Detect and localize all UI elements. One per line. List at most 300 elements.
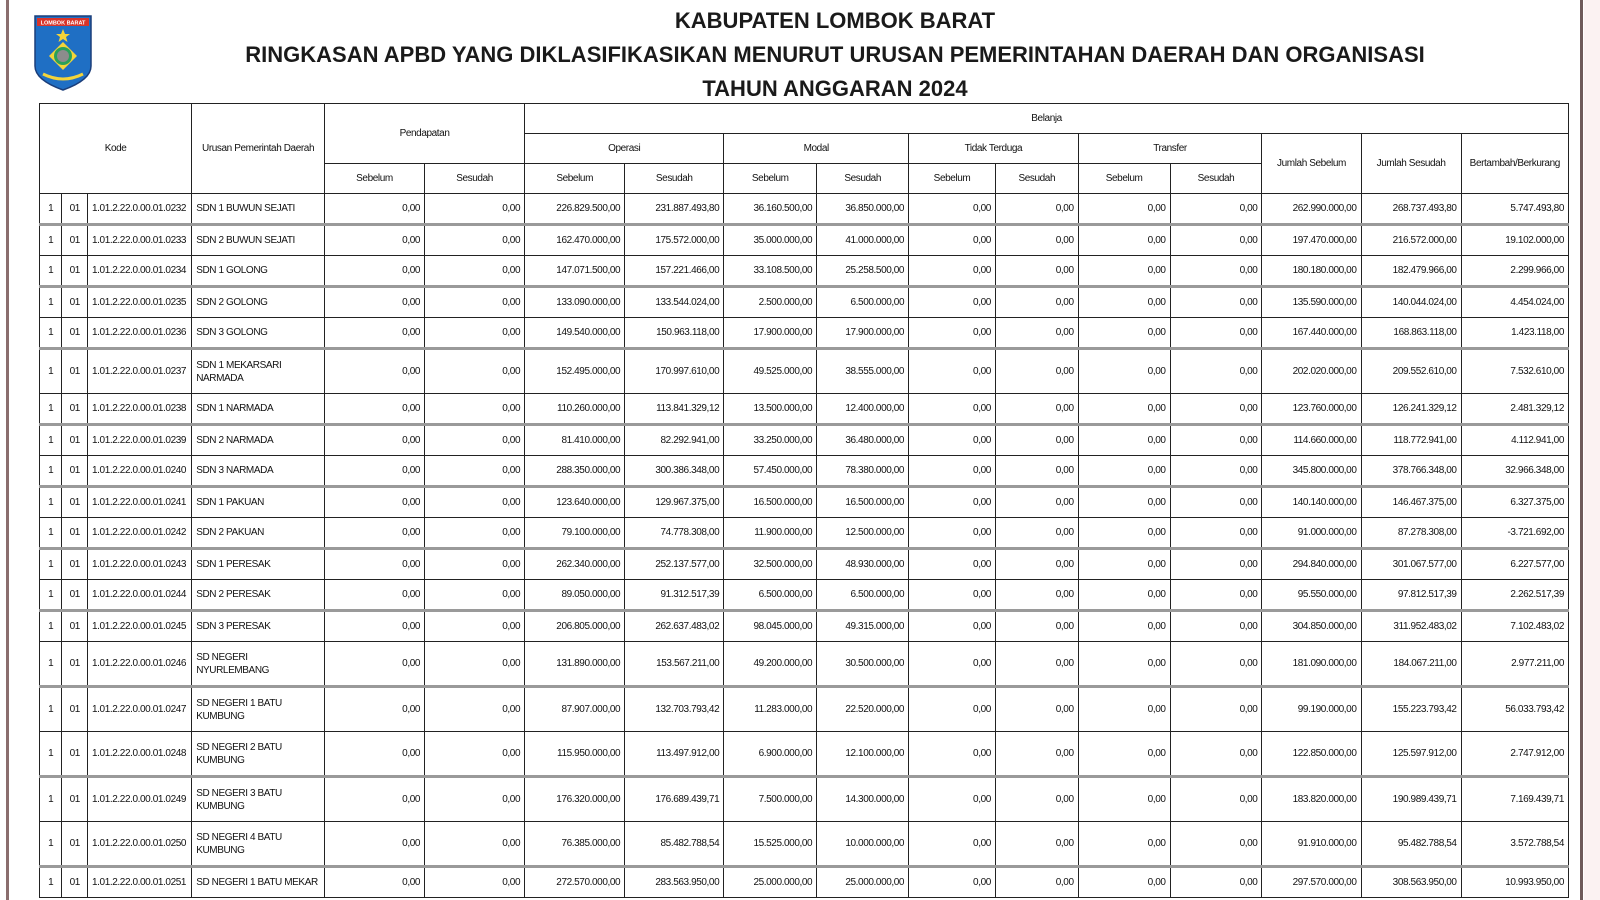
cell-urusan-name: SD NEGERI 1 BATU MEKAR	[192, 867, 325, 898]
cell-jumlah-sesudah: 118.772.941,00	[1361, 425, 1461, 456]
cell-transfer-sebelum: 0,00	[1078, 194, 1170, 225]
cell-modal-sesudah: 48.930.000,00	[817, 549, 909, 580]
table-row	[40, 732, 1569, 777]
cell-operasi-sesudah: 113.841.329,12	[625, 394, 724, 425]
cell-kode-level-2: 01	[62, 425, 88, 456]
cell-kode-rekening: 1.01.2.22.0.00.01.0243	[88, 549, 192, 580]
header-urusan: Urusan Pemerintah Daerah	[192, 104, 325, 194]
cell-jumlah-sebelum: 262.990.000,00	[1262, 194, 1361, 225]
cell-tidak-terduga-sebelum: 0,00	[909, 777, 996, 822]
cell-pendapatan-sebelum: 0,00	[324, 456, 424, 487]
cell-tidak-terduga-sesudah: 0,00	[995, 225, 1078, 256]
cell-kode-rekening: 1.01.2.22.0.00.01.0246	[88, 642, 192, 687]
cell-transfer-sesudah: 0,00	[1170, 822, 1262, 867]
cell-jumlah-sesudah: 146.467.375,00	[1361, 487, 1461, 518]
cell-urusan-name: SD NEGERI 3 BATU KUMBUNG	[192, 777, 325, 822]
cell-operasi-sebelum: 162.470.000,00	[525, 225, 625, 256]
cell-bertambah-berkurang: -3.721.692,00	[1461, 518, 1568, 549]
cell-kode-level-1: 1	[40, 687, 62, 732]
cell-operasi-sesudah: 175.572.000,00	[625, 225, 724, 256]
cell-bertambah-berkurang: 5.747.493,80	[1461, 194, 1568, 225]
header-kode: Kode	[40, 104, 192, 194]
cell-kode-level-2: 01	[62, 732, 88, 777]
cell-modal-sesudah: 16.500.000,00	[817, 487, 909, 518]
header-operasi: Operasi	[525, 134, 724, 164]
cell-transfer-sebelum: 0,00	[1078, 287, 1170, 318]
header-pendapatan: Pendapatan	[324, 104, 524, 164]
cell-tidak-terduga-sesudah: 0,00	[995, 611, 1078, 642]
cell-pendapatan-sesudah: 0,00	[425, 611, 525, 642]
table-row	[40, 642, 1569, 687]
cell-modal-sesudah: 78.380.000,00	[817, 456, 909, 487]
table-row	[40, 287, 1569, 318]
header-operasi-sebelum: Sebelum	[525, 164, 625, 194]
table-row	[40, 822, 1569, 867]
cell-kode-level-2: 01	[62, 822, 88, 867]
cell-tidak-terduga-sebelum: 0,00	[909, 822, 996, 867]
cell-tidak-terduga-sebelum: 0,00	[909, 732, 996, 777]
cell-operasi-sesudah: 129.967.375,00	[625, 487, 724, 518]
cell-operasi-sebelum: 79.100.000,00	[525, 518, 625, 549]
cell-kode-rekening: 1.01.2.22.0.00.01.0248	[88, 732, 192, 777]
cell-bertambah-berkurang: 32.966.348,00	[1461, 456, 1568, 487]
header-modal-sesudah: Sesudah	[817, 164, 909, 194]
table-row	[40, 518, 1569, 549]
cell-jumlah-sebelum: 114.660.000,00	[1262, 425, 1361, 456]
cell-kode-rekening: 1.01.2.22.0.00.01.0234	[88, 256, 192, 287]
cell-operasi-sebelum: 131.890.000,00	[525, 642, 625, 687]
cell-tidak-terduga-sebelum: 0,00	[909, 687, 996, 732]
cell-bertambah-berkurang: 56.033.793,42	[1461, 687, 1568, 732]
cell-pendapatan-sebelum: 0,00	[324, 349, 424, 394]
header-bertambah-berkurang: Bertambah/Berkurang	[1461, 134, 1568, 194]
cell-tidak-terduga-sesudah: 0,00	[995, 256, 1078, 287]
cell-jumlah-sesudah: 168.863.118,00	[1361, 318, 1461, 349]
cell-pendapatan-sesudah: 0,00	[425, 549, 525, 580]
cell-modal-sebelum: 15.525.000,00	[724, 822, 817, 867]
cell-tidak-terduga-sebelum: 0,00	[909, 318, 996, 349]
cell-transfer-sebelum: 0,00	[1078, 349, 1170, 394]
header-transfer-sesudah: Sesudah	[1170, 164, 1262, 194]
cell-kode-level-1: 1	[40, 549, 62, 580]
cell-tidak-terduga-sesudah: 0,00	[995, 687, 1078, 732]
cell-tidak-terduga-sebelum: 0,00	[909, 580, 996, 611]
cell-tidak-terduga-sesudah: 0,00	[995, 394, 1078, 425]
cell-modal-sesudah: 12.400.000,00	[817, 394, 909, 425]
cell-pendapatan-sebelum: 0,00	[324, 777, 424, 822]
cell-jumlah-sebelum: 99.190.000,00	[1262, 687, 1361, 732]
cell-transfer-sebelum: 0,00	[1078, 580, 1170, 611]
cell-kode-level-1: 1	[40, 822, 62, 867]
cell-urusan-name: SDN 1 MEKARSARI NARMADA	[192, 349, 325, 394]
cell-bertambah-berkurang: 7.102.483,02	[1461, 611, 1568, 642]
lombok-barat-logo	[33, 14, 93, 92]
cell-modal-sebelum: 17.900.000,00	[724, 318, 817, 349]
cell-operasi-sebelum: 152.495.000,00	[525, 349, 625, 394]
cell-transfer-sesudah: 0,00	[1170, 287, 1262, 318]
cell-jumlah-sebelum: 91.000.000,00	[1262, 518, 1361, 549]
cell-pendapatan-sesudah: 0,00	[425, 456, 525, 487]
cell-pendapatan-sebelum: 0,00	[324, 487, 424, 518]
cell-bertambah-berkurang: 10.993.950,00	[1461, 867, 1568, 898]
cell-kode-level-2: 01	[62, 456, 88, 487]
cell-operasi-sebelum: 123.640.000,00	[525, 487, 625, 518]
cell-tidak-terduga-sebelum: 0,00	[909, 867, 996, 898]
table-body	[40, 194, 1569, 898]
cell-jumlah-sebelum: 91.910.000,00	[1262, 822, 1361, 867]
cell-kode-level-1: 1	[40, 194, 62, 225]
cell-kode-level-1: 1	[40, 867, 62, 898]
cell-operasi-sesudah: 153.567.211,00	[625, 642, 724, 687]
cell-transfer-sesudah: 0,00	[1170, 642, 1262, 687]
cell-transfer-sebelum: 0,00	[1078, 822, 1170, 867]
cell-operasi-sesudah: 133.544.024,00	[625, 287, 724, 318]
cell-operasi-sesudah: 74.778.308,00	[625, 518, 724, 549]
cell-transfer-sebelum: 0,00	[1078, 777, 1170, 822]
cell-kode-rekening: 1.01.2.22.0.00.01.0237	[88, 349, 192, 394]
header-modal-sebelum: Sebelum	[724, 164, 817, 194]
crest-icon	[33, 14, 93, 92]
cell-kode-level-1: 1	[40, 580, 62, 611]
cell-pendapatan-sesudah: 0,00	[425, 425, 525, 456]
cell-transfer-sesudah: 0,00	[1170, 256, 1262, 287]
cell-pendapatan-sesudah: 0,00	[425, 822, 525, 867]
cell-pendapatan-sebelum: 0,00	[324, 732, 424, 777]
cell-modal-sesudah: 41.000.000,00	[817, 225, 909, 256]
cell-jumlah-sebelum: 202.020.000,00	[1262, 349, 1361, 394]
cell-tidak-terduga-sebelum: 0,00	[909, 518, 996, 549]
cell-urusan-name: SDN 2 GOLONG	[192, 287, 325, 318]
cell-tidak-terduga-sebelum: 0,00	[909, 487, 996, 518]
cell-modal-sebelum: 2.500.000,00	[724, 287, 817, 318]
cell-kode-level-1: 1	[40, 732, 62, 777]
cell-kode-level-2: 01	[62, 777, 88, 822]
cell-kode-level-2: 01	[62, 518, 88, 549]
cell-transfer-sesudah: 0,00	[1170, 580, 1262, 611]
cell-kode-level-1: 1	[40, 425, 62, 456]
cell-kode-level-1: 1	[40, 318, 62, 349]
cell-transfer-sesudah: 0,00	[1170, 732, 1262, 777]
cell-pendapatan-sesudah: 0,00	[425, 287, 525, 318]
header-pendapatan-sesudah: Sesudah	[425, 164, 525, 194]
cell-pendapatan-sebelum: 0,00	[324, 687, 424, 732]
cell-jumlah-sesudah: 125.597.912,00	[1361, 732, 1461, 777]
cell-tidak-terduga-sebelum: 0,00	[909, 425, 996, 456]
cell-bertambah-berkurang: 2.747.912,00	[1461, 732, 1568, 777]
cell-pendapatan-sesudah: 0,00	[425, 349, 525, 394]
cell-urusan-name: SDN 2 BUWUN SEJATI	[192, 225, 325, 256]
title-year: TAHUN ANGGARAN 2024	[702, 76, 968, 101]
header-transfer-sebelum: Sebelum	[1078, 164, 1170, 194]
cell-modal-sesudah: 22.520.000,00	[817, 687, 909, 732]
cell-modal-sesudah: 25.258.500,00	[817, 256, 909, 287]
cell-tidak-terduga-sesudah: 0,00	[995, 580, 1078, 611]
cell-pendapatan-sesudah: 0,00	[425, 867, 525, 898]
cell-urusan-name: SD NEGERI 1 BATU KUMBUNG	[192, 687, 325, 732]
cell-kode-rekening: 1.01.2.22.0.00.01.0235	[88, 287, 192, 318]
report-title	[120, 4, 1550, 106]
cell-modal-sesudah: 36.850.000,00	[817, 194, 909, 225]
cell-kode-rekening: 1.01.2.22.0.00.01.0241	[88, 487, 192, 518]
cell-tidak-terduga-sebelum: 0,00	[909, 549, 996, 580]
cell-jumlah-sebelum: 135.590.000,00	[1262, 287, 1361, 318]
cell-modal-sebelum: 11.900.000,00	[724, 518, 817, 549]
cell-operasi-sesudah: 91.312.517,39	[625, 580, 724, 611]
cell-pendapatan-sesudah: 0,00	[425, 256, 525, 287]
cell-transfer-sesudah: 0,00	[1170, 487, 1262, 518]
cell-bertambah-berkurang: 2.262.517,39	[1461, 580, 1568, 611]
cell-modal-sesudah: 17.900.000,00	[817, 318, 909, 349]
table-row	[40, 318, 1569, 349]
cell-tidak-terduga-sesudah: 0,00	[995, 456, 1078, 487]
cell-modal-sebelum: 16.500.000,00	[724, 487, 817, 518]
cell-operasi-sesudah: 252.137.577,00	[625, 549, 724, 580]
cell-kode-level-1: 1	[40, 518, 62, 549]
cell-transfer-sebelum: 0,00	[1078, 518, 1170, 549]
cell-bertambah-berkurang: 4.454.024,00	[1461, 287, 1568, 318]
cell-modal-sebelum: 6.500.000,00	[724, 580, 817, 611]
cell-operasi-sesudah: 170.997.610,00	[625, 349, 724, 394]
cell-pendapatan-sebelum: 0,00	[324, 287, 424, 318]
cell-kode-level-2: 01	[62, 287, 88, 318]
cell-modal-sebelum: 32.500.000,00	[724, 549, 817, 580]
cell-kode-level-1: 1	[40, 256, 62, 287]
cell-pendapatan-sebelum: 0,00	[324, 518, 424, 549]
title-regency: KABUPATEN LOMBOK BARAT	[674, 8, 996, 33]
cell-jumlah-sesudah: 268.737.493,80	[1361, 194, 1461, 225]
cell-kode-level-2: 01	[62, 580, 88, 611]
cell-operasi-sesudah: 132.703.793,42	[625, 687, 724, 732]
cell-operasi-sesudah: 82.292.941,00	[625, 425, 724, 456]
cell-transfer-sesudah: 0,00	[1170, 611, 1262, 642]
cell-transfer-sesudah: 0,00	[1170, 456, 1262, 487]
cell-kode-level-2: 01	[62, 394, 88, 425]
cell-pendapatan-sesudah: 0,00	[425, 194, 525, 225]
cell-tidak-terduga-sesudah: 0,00	[995, 822, 1078, 867]
table-row	[40, 349, 1569, 394]
apbd-summary-table	[39, 103, 1569, 898]
cell-urusan-name: SDN 1 BUWUN SEJATI	[192, 194, 325, 225]
cell-kode-rekening: 1.01.2.22.0.00.01.0249	[88, 777, 192, 822]
cell-pendapatan-sebelum: 0,00	[324, 225, 424, 256]
cell-operasi-sebelum: 288.350.000,00	[525, 456, 625, 487]
cell-modal-sesudah: 10.000.000,00	[817, 822, 909, 867]
cell-modal-sebelum: 6.900.000,00	[724, 732, 817, 777]
cell-pendapatan-sesudah: 0,00	[425, 318, 525, 349]
cell-pendapatan-sebelum: 0,00	[324, 256, 424, 287]
cell-modal-sesudah: 30.500.000,00	[817, 642, 909, 687]
cell-modal-sebelum: 49.525.000,00	[724, 349, 817, 394]
cell-kode-level-2: 01	[62, 487, 88, 518]
cell-bertambah-berkurang: 3.572.788,54	[1461, 822, 1568, 867]
cell-pendapatan-sebelum: 0,00	[324, 194, 424, 225]
cell-operasi-sebelum: 262.340.000,00	[525, 549, 625, 580]
cell-kode-level-2: 01	[62, 611, 88, 642]
cell-urusan-name: SDN 1 PAKUAN	[192, 487, 325, 518]
cell-tidak-terduga-sesudah: 0,00	[995, 487, 1078, 518]
cell-transfer-sesudah: 0,00	[1170, 318, 1262, 349]
cell-pendapatan-sesudah: 0,00	[425, 732, 525, 777]
cell-operasi-sesudah: 157.221.466,00	[625, 256, 724, 287]
cell-jumlah-sesudah: 216.572.000,00	[1361, 225, 1461, 256]
cell-jumlah-sebelum: 345.800.000,00	[1262, 456, 1361, 487]
cell-transfer-sebelum: 0,00	[1078, 394, 1170, 425]
cell-transfer-sesudah: 0,00	[1170, 549, 1262, 580]
cell-transfer-sesudah: 0,00	[1170, 394, 1262, 425]
cell-kode-rekening: 1.01.2.22.0.00.01.0233	[88, 225, 192, 256]
cell-kode-level-2: 01	[62, 642, 88, 687]
cell-transfer-sebelum: 0,00	[1078, 225, 1170, 256]
cell-transfer-sesudah: 0,00	[1170, 867, 1262, 898]
cell-urusan-name: SD NEGERI NYURLEMBANG	[192, 642, 325, 687]
cell-operasi-sebelum: 87.907.000,00	[525, 687, 625, 732]
cell-transfer-sesudah: 0,00	[1170, 194, 1262, 225]
page-right-border	[1580, 0, 1583, 900]
cell-tidak-terduga-sesudah: 0,00	[995, 642, 1078, 687]
cell-operasi-sebelum: 206.805.000,00	[525, 611, 625, 642]
cell-pendapatan-sesudah: 0,00	[425, 225, 525, 256]
cell-kode-rekening: 1.01.2.22.0.00.01.0250	[88, 822, 192, 867]
cell-jumlah-sebelum: 183.820.000,00	[1262, 777, 1361, 822]
cell-jumlah-sebelum: 304.850.000,00	[1262, 611, 1361, 642]
cell-transfer-sebelum: 0,00	[1078, 487, 1170, 518]
cell-jumlah-sebelum: 95.550.000,00	[1262, 580, 1361, 611]
cell-operasi-sebelum: 176.320.000,00	[525, 777, 625, 822]
cell-modal-sesudah: 25.000.000,00	[817, 867, 909, 898]
table-row	[40, 394, 1569, 425]
cell-kode-level-1: 1	[40, 456, 62, 487]
cell-bertambah-berkurang: 6.327.375,00	[1461, 487, 1568, 518]
cell-kode-rekening: 1.01.2.22.0.00.01.0242	[88, 518, 192, 549]
cell-modal-sebelum: 7.500.000,00	[724, 777, 817, 822]
cell-modal-sebelum: 11.283.000,00	[724, 687, 817, 732]
cell-tidak-terduga-sebelum: 0,00	[909, 225, 996, 256]
cell-transfer-sebelum: 0,00	[1078, 256, 1170, 287]
cell-operasi-sebelum: 81.410.000,00	[525, 425, 625, 456]
cell-urusan-name: SD NEGERI 2 BATU KUMBUNG	[192, 732, 325, 777]
cell-modal-sebelum: 25.000.000,00	[724, 867, 817, 898]
cell-modal-sesudah: 6.500.000,00	[817, 580, 909, 611]
cell-kode-rekening: 1.01.2.22.0.00.01.0244	[88, 580, 192, 611]
cell-jumlah-sebelum: 167.440.000,00	[1262, 318, 1361, 349]
cell-kode-rekening: 1.01.2.22.0.00.01.0247	[88, 687, 192, 732]
cell-pendapatan-sesudah: 0,00	[425, 687, 525, 732]
cell-bertambah-berkurang: 4.112.941,00	[1461, 425, 1568, 456]
cell-operasi-sebelum: 115.950.000,00	[525, 732, 625, 777]
cell-modal-sebelum: 57.450.000,00	[724, 456, 817, 487]
cell-bertambah-berkurang: 19.102.000,00	[1461, 225, 1568, 256]
cell-bertambah-berkurang: 2.299.966,00	[1461, 256, 1568, 287]
cell-tidak-terduga-sesudah: 0,00	[995, 287, 1078, 318]
cell-tidak-terduga-sebelum: 0,00	[909, 256, 996, 287]
cell-jumlah-sesudah: 140.044.024,00	[1361, 287, 1461, 318]
table-row	[40, 867, 1569, 898]
cell-jumlah-sesudah: 378.766.348,00	[1361, 456, 1461, 487]
cell-tidak-terduga-sebelum: 0,00	[909, 194, 996, 225]
cell-kode-level-1: 1	[40, 225, 62, 256]
header-operasi-sesudah: Sesudah	[625, 164, 724, 194]
cell-urusan-name: SDN 3 PERESAK	[192, 611, 325, 642]
cell-transfer-sebelum: 0,00	[1078, 867, 1170, 898]
cell-tidak-terduga-sebelum: 0,00	[909, 349, 996, 394]
cell-modal-sebelum: 35.000.000,00	[724, 225, 817, 256]
cell-operasi-sesudah: 300.386.348,00	[625, 456, 724, 487]
cell-jumlah-sesudah: 182.479.966,00	[1361, 256, 1461, 287]
table-row	[40, 487, 1569, 518]
cell-pendapatan-sebelum: 0,00	[324, 425, 424, 456]
cell-modal-sebelum: 33.108.500,00	[724, 256, 817, 287]
table-row	[40, 194, 1569, 225]
cell-operasi-sebelum: 226.829.500,00	[525, 194, 625, 225]
cell-tidak-terduga-sebelum: 0,00	[909, 611, 996, 642]
cell-jumlah-sesudah: 190.989.439,71	[1361, 777, 1461, 822]
table-row	[40, 687, 1569, 732]
cell-operasi-sesudah: 176.689.439,71	[625, 777, 724, 822]
cell-pendapatan-sebelum: 0,00	[324, 318, 424, 349]
cell-kode-level-2: 01	[62, 194, 88, 225]
cell-jumlah-sebelum: 122.850.000,00	[1262, 732, 1361, 777]
table-row	[40, 549, 1569, 580]
cell-kode-level-1: 1	[40, 349, 62, 394]
cell-jumlah-sesudah: 184.067.211,00	[1361, 642, 1461, 687]
cell-urusan-name: SDN 3 NARMADA	[192, 456, 325, 487]
cell-bertambah-berkurang: 1.423.118,00	[1461, 318, 1568, 349]
page-left-border	[6, 0, 9, 900]
cell-operasi-sebelum: 133.090.000,00	[525, 287, 625, 318]
cell-jumlah-sesudah: 95.482.788,54	[1361, 822, 1461, 867]
cell-pendapatan-sebelum: 0,00	[324, 549, 424, 580]
header-jumlah-sesudah: Jumlah Sesudah	[1361, 134, 1461, 194]
header-jumlah-sebelum: Jumlah Sebelum	[1262, 134, 1361, 194]
cell-modal-sebelum: 36.160.500,00	[724, 194, 817, 225]
cell-pendapatan-sebelum: 0,00	[324, 394, 424, 425]
cell-operasi-sesudah: 231.887.493,80	[625, 194, 724, 225]
cell-modal-sesudah: 6.500.000,00	[817, 287, 909, 318]
cell-bertambah-berkurang: 2.977.211,00	[1461, 642, 1568, 687]
cell-jumlah-sebelum: 181.090.000,00	[1262, 642, 1361, 687]
cell-jumlah-sesudah: 209.552.610,00	[1361, 349, 1461, 394]
cell-transfer-sebelum: 0,00	[1078, 549, 1170, 580]
cell-jumlah-sesudah: 97.812.517,39	[1361, 580, 1461, 611]
cell-urusan-name: SDN 2 NARMADA	[192, 425, 325, 456]
header-transfer: Transfer	[1078, 134, 1262, 164]
cell-transfer-sebelum: 0,00	[1078, 456, 1170, 487]
cell-transfer-sebelum: 0,00	[1078, 318, 1170, 349]
cell-kode-rekening: 1.01.2.22.0.00.01.0251	[88, 867, 192, 898]
cell-modal-sesudah: 49.315.000,00	[817, 611, 909, 642]
cell-modal-sesudah: 38.555.000,00	[817, 349, 909, 394]
cell-kode-level-2: 01	[62, 867, 88, 898]
cell-pendapatan-sesudah: 0,00	[425, 394, 525, 425]
cell-kode-level-2: 01	[62, 225, 88, 256]
table-row	[40, 425, 1569, 456]
cell-kode-level-1: 1	[40, 287, 62, 318]
header-tidak-terduga: Tidak Terduga	[909, 134, 1079, 164]
cell-tidak-terduga-sesudah: 0,00	[995, 732, 1078, 777]
cell-operasi-sesudah: 262.637.483,02	[625, 611, 724, 642]
cell-tidak-terduga-sesudah: 0,00	[995, 194, 1078, 225]
cell-tidak-terduga-sesudah: 0,00	[995, 777, 1078, 822]
cell-transfer-sebelum: 0,00	[1078, 687, 1170, 732]
cell-kode-rekening: 1.01.2.22.0.00.01.0238	[88, 394, 192, 425]
cell-transfer-sebelum: 0,00	[1078, 611, 1170, 642]
cell-transfer-sebelum: 0,00	[1078, 732, 1170, 777]
cell-transfer-sebelum: 0,00	[1078, 642, 1170, 687]
cell-kode-rekening: 1.01.2.22.0.00.01.0236	[88, 318, 192, 349]
cell-kode-level-1: 1	[40, 487, 62, 518]
cell-kode-rekening: 1.01.2.22.0.00.01.0239	[88, 425, 192, 456]
cell-urusan-name: SD NEGERI 4 BATU KUMBUNG	[192, 822, 325, 867]
